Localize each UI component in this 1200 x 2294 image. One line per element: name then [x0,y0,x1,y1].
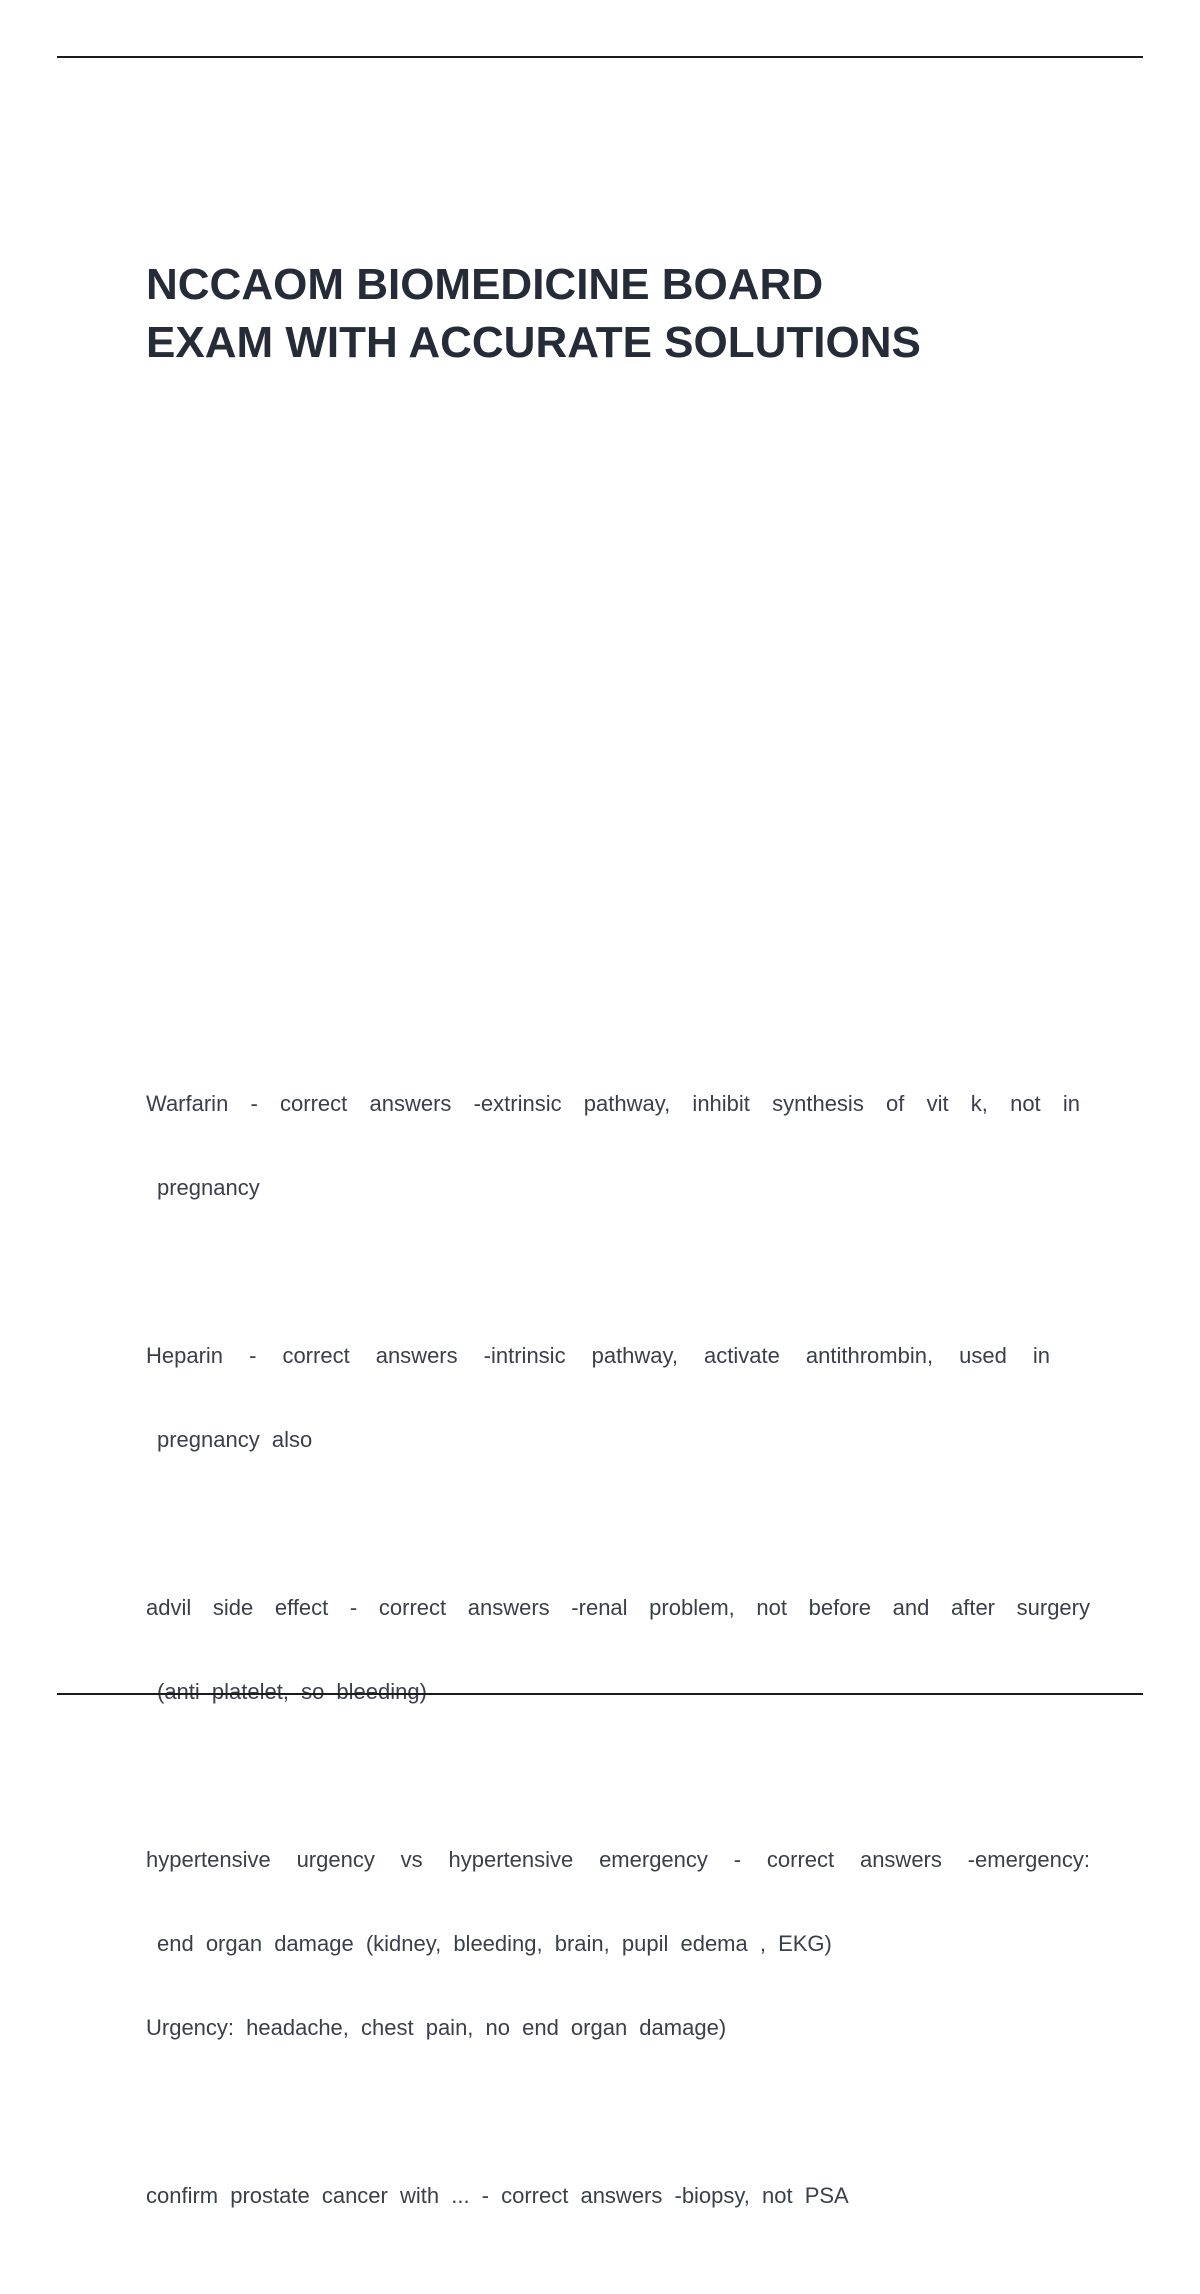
top-divider [57,56,1143,58]
qa-entry-warfarin [146,1034,1080,1258]
qa-line: end organ damage (kidney, bleeding, brain, pupil edema , EKG) [157,1931,832,1956]
qa-entry-hypertensive [146,1790,1090,2098]
qa-line: Urgency: headache, chest pain, no end organ damage) [146,2015,727,2040]
qa-line: hypertensive urgency vs hypertensive emergency - correct answers -emergency: [146,1847,1090,1872]
qa-list [146,1034,1090,2294]
qa-line: confirm prostate cancer with ... - correct answers -biopsy, not PSA [146,2183,849,2208]
qa-line: advil side effect - correct answers -renal problem, not before and after surgery [146,1595,1090,1620]
qa-line: Heparin - correct answers -intrinsic pathway, activate antithrombin, used in [146,1343,1050,1368]
qa-line: Warfarin - correct answers -extrinsic pathway, inhibit synthesis of vit k, not in [146,1091,1080,1116]
title-line-2: EXAM WITH ACCURATE SOLUTIONS [146,318,921,367]
bottom-divider [57,1693,1143,1695]
qa-entry-prostate [146,2126,1080,2266]
qa-line: pregnancy also [157,1427,313,1452]
qa-line: (anti platelet, so bleeding) [157,1679,427,1704]
title-line-1: NCCAOM BIOMEDICINE BOARD [146,260,824,309]
qa-line: pregnancy [157,1175,260,1200]
qa-entry-advil [146,1538,1090,1762]
document-title [146,256,1106,372]
qa-entry-heparin [146,1286,1080,1510]
